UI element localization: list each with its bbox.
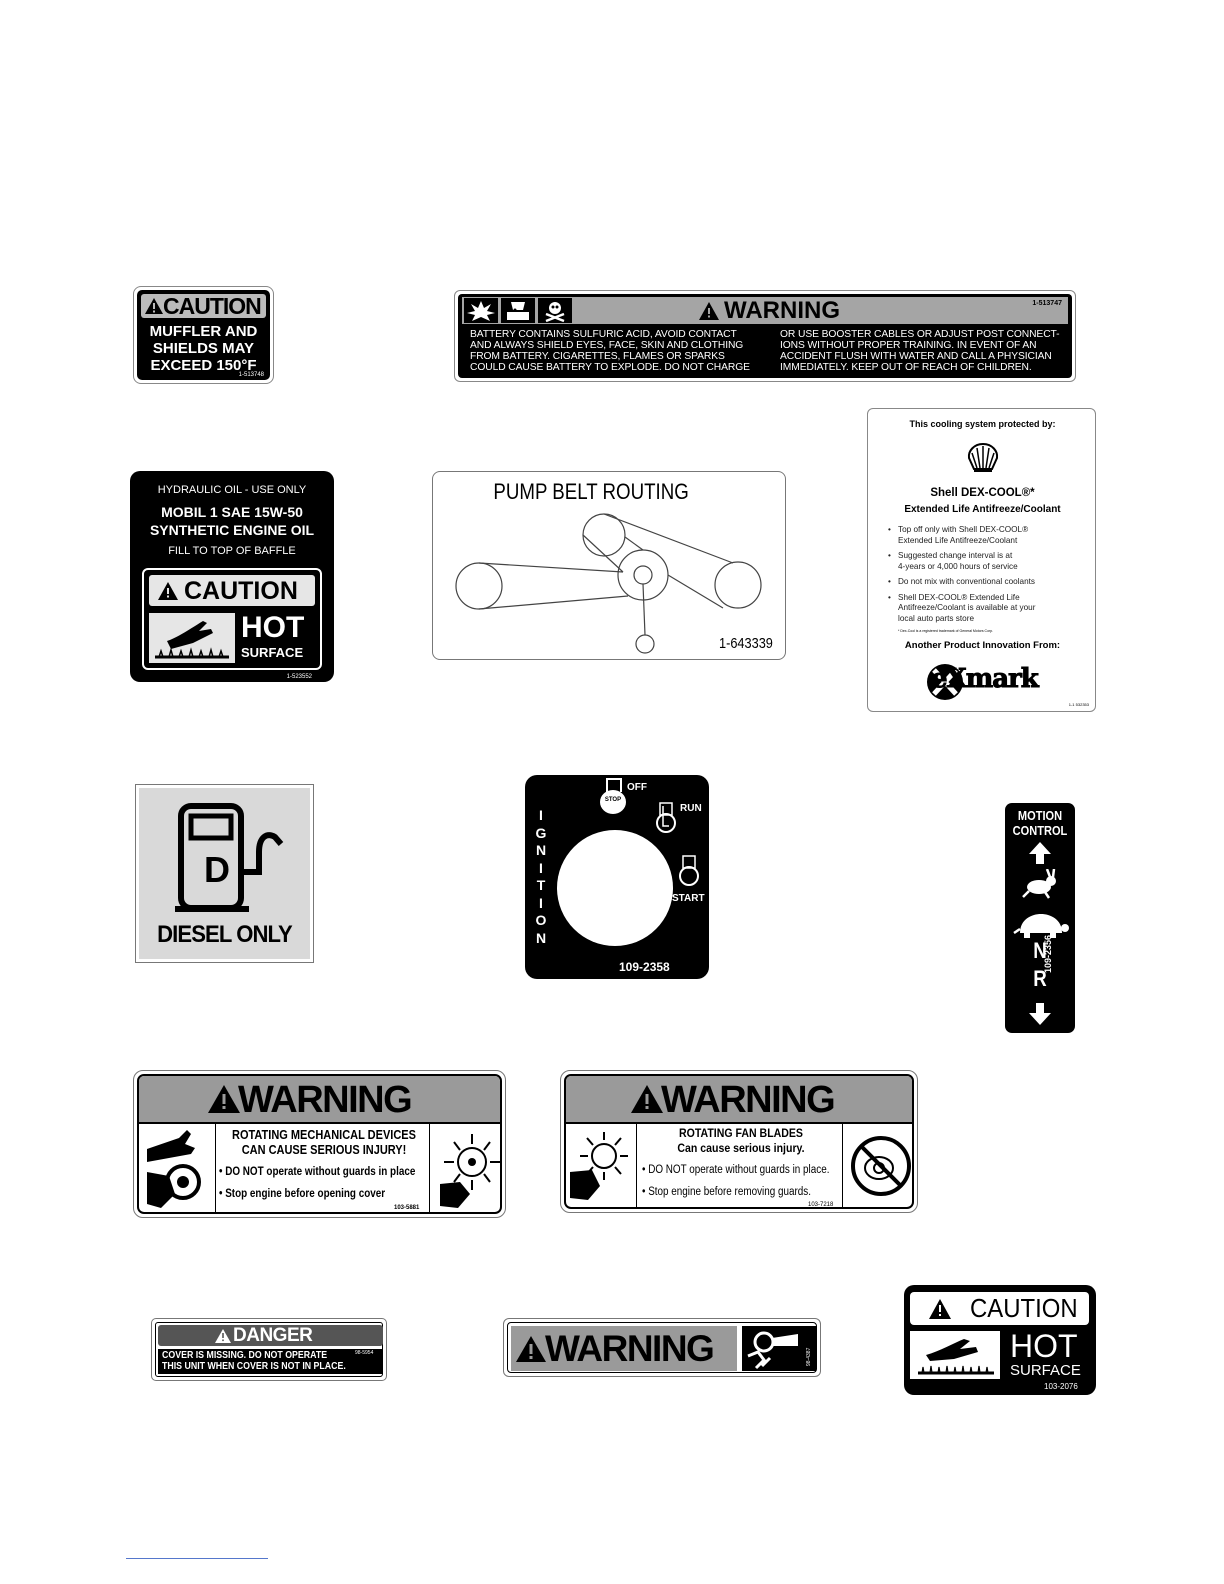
hot-hand-pictogram [910, 1331, 1000, 1379]
part-number: 98-5954 [355, 1350, 374, 1356]
skull-icon [538, 298, 572, 323]
arrow-down-icon [1028, 1002, 1052, 1026]
coolant-bullet: • Suggested change interval is at 4-years or 4,000 hours of service [888, 551, 1018, 571]
coolant-bullet: • Shell DEX-COOL® Extended Life Antifreeze/Coolant is available at your local auto parts store [888, 592, 1036, 623]
danger-label: DANGER [233, 1325, 313, 1346]
turtle-slow-icon [1012, 911, 1070, 939]
coolant-innovation: Another Product Innovation From: [904, 640, 1061, 651]
decal-hydraulic-oil [130, 471, 334, 682]
warning-mech-line: ROTATING MECHANICAL DEVICES [232, 1128, 416, 1142]
part-number: 1-513747 [1032, 300, 1062, 307]
battery-text-line: BATTERY CONTAINS SULFURIC ACID, AVOID CONTACT [470, 329, 737, 340]
fuel-pump-icon [175, 802, 285, 914]
hydraulic-fill-note: FILL TO TOP OF BAFFLE [168, 545, 296, 557]
hot-label: HOT [1010, 1328, 1078, 1364]
stop-text: STOP [604, 797, 622, 803]
warning-mech-line: CAN CAUSE SERIOUS INJURY! [241, 1143, 407, 1157]
run-engine-icon [655, 802, 677, 836]
motion-label: MOTION [1017, 808, 1063, 823]
exmark-logo [925, 662, 1045, 702]
warning-triangle-icon [207, 1084, 241, 1114]
ignition-vertical-label: I G N I T I O N [535, 807, 547, 946]
part-number: 103-5881 [394, 1205, 420, 1211]
prohibited-operation-icon [843, 1124, 914, 1209]
diesel-only-label: DIESEL ONLY [157, 921, 292, 948]
decal-battery-warning [454, 290, 1076, 382]
part-number: 103-2076 [1044, 1382, 1078, 1391]
part-number: 1-523552 [286, 674, 312, 680]
decal-caution-hot-surface [904, 1285, 1096, 1395]
part-number: 103-7218 [808, 1202, 834, 1208]
warning-banner [566, 1076, 912, 1124]
pictogram-rotating-blade [429, 1124, 502, 1214]
warning-label: WARNING [661, 1079, 835, 1121]
danger-text-box [158, 1349, 383, 1374]
decal-warning-fan-blades [560, 1070, 918, 1213]
caution-banner [141, 294, 266, 318]
warning-triangle-icon [630, 1084, 664, 1114]
battery-text-line: COULD CAUSE BATTERY TO EXPLODE. DO NOT CHARGE [470, 362, 750, 373]
warning-mech-bullet: • Stop engine before opening cover [219, 1188, 386, 1200]
warning-label: WARNING [545, 1328, 714, 1369]
arrow-up-icon [1028, 841, 1052, 865]
part-number: 109-2356 [1043, 934, 1053, 973]
caution-label: CAUTION [163, 293, 261, 319]
decal-diesel-only [135, 784, 314, 963]
decal-motion-control [1005, 803, 1075, 1033]
hydraulic-oil-name: MOBIL 1 SAE 15W-50 [161, 504, 303, 520]
decal-muffler-caution [133, 286, 274, 384]
pictogram-entanglement [742, 1326, 816, 1371]
stop-icon [600, 778, 628, 814]
pictogram-no-operate [842, 1124, 914, 1209]
hot-label: HOT [241, 611, 305, 644]
start-engine-icon [678, 855, 700, 889]
warning-banner [511, 1326, 737, 1371]
hot-hand-pictogram [149, 613, 235, 663]
warning-triangle-icon [157, 581, 179, 601]
belt-routing-diagram [433, 472, 787, 661]
fuel-letter: D [204, 849, 230, 890]
decal-warning-small [503, 1318, 821, 1377]
run-label: RUN [680, 803, 702, 814]
reverse-label: R [1033, 966, 1047, 991]
coolant-bullet: • Top off only with Shell DEX-COOL® Extended Life Antifreeze/Coolant [888, 525, 1029, 545]
hot-surface-hand-icon [910, 1331, 1000, 1379]
warning-triangle-icon [214, 1328, 232, 1344]
danger-line: COVER IS MISSING. DO NOT OPERATE [162, 1350, 328, 1361]
muffler-line: EXCEED 150°F [150, 357, 257, 374]
surface-label: SURFACE [241, 645, 304, 660]
battery-text-line: FROM BATTERY. CIGARETTES, FLAMES OR SPARKS [470, 351, 725, 362]
rabbit-fast-icon [1021, 869, 1059, 899]
caution-banner [149, 575, 315, 606]
coolant-subtitle: Extended Life Antifreeze/Coolant [904, 504, 1061, 515]
warning-mech-bullet: • DO NOT operate without guards in place [219, 1166, 416, 1178]
coolant-header: This cooling system protected by: [909, 419, 1056, 429]
muffler-line: SHIELDS MAY [152, 340, 255, 357]
part-number: 1-513748 [238, 372, 264, 378]
coolant-footnote: * Dex-Cool is a registered trademark of General Motors Corp. [898, 629, 994, 633]
muffler-line: MUFFLER AND [149, 323, 258, 340]
caution-label: CAUTION [184, 577, 298, 605]
surface-label: SURFACE [1010, 1362, 1081, 1379]
warning-fan-bullet: • Stop engine before removing guards. [642, 1186, 811, 1198]
hydraulic-oil-type: SYNTHETIC ENGINE OIL [149, 522, 315, 538]
danger-line: THIS UNIT WHEN COVER IS NOT IN PLACE. [162, 1361, 346, 1372]
acid-icon [501, 298, 535, 323]
decal-danger-cover [151, 1318, 387, 1381]
warning-triangle-icon [928, 1298, 952, 1320]
part-number: 1-1 532353 [1068, 702, 1089, 707]
battery-text-line: IMMEDIATELY. KEEP OUT OF REACH OF CHILDREN. [780, 362, 1032, 373]
fan-blade-hand-icon [566, 1124, 636, 1209]
shell-logo-icon [966, 442, 1000, 474]
pictogram-entanglement [139, 1124, 216, 1214]
rotating-blade-hand-icon [430, 1124, 502, 1214]
part-number: 109-2358 [619, 960, 670, 974]
caution-banner [910, 1292, 1089, 1325]
coolant-bullet: • Do not mix with conventional coolants [888, 577, 1035, 586]
exmark-logo-text: eXmark [931, 664, 1038, 694]
decal-coolant-info [867, 408, 1096, 712]
explosion-icon [464, 298, 498, 323]
hot-surface-hand-icon [149, 613, 235, 663]
battery-text-line: IONS WITHOUT PROPER TRAINING. IN EVENT OF AN [780, 340, 1037, 351]
decal-warning-mechanical [133, 1070, 506, 1218]
pump-belt-title: PUMP BELT ROUTING [493, 479, 689, 504]
battery-text-line: AND ALWAYS SHIELD EYES, FACE, SKIN AND CLOTHING [470, 340, 744, 351]
battery-text-line: OR USE BOOSTER CABLES OR ADJUST POST CONNECT- [780, 329, 1060, 340]
belt-entanglement-icon [742, 1326, 816, 1371]
neutral-label: N [1033, 938, 1047, 963]
part-number: 98-4387 [806, 1347, 812, 1366]
coolant-brand: Shell DEX-COOL®* [930, 487, 1035, 499]
ignition-key-hole [557, 830, 673, 946]
battery-text-line: ACCIDENT FLUSH WITH WATER AND CALL A PHYSICIAN [780, 351, 1052, 362]
hydraulic-line: HYDRAULIC OIL - USE ONLY [157, 484, 307, 496]
warning-triangle-icon [144, 297, 164, 315]
decal-pump-belt-routing [432, 471, 786, 660]
warning-banner [139, 1076, 500, 1124]
warning-banner [462, 297, 1068, 324]
decal-ignition [525, 775, 709, 979]
warning-fan-bullet: • DO NOT operate without guards in place. [642, 1164, 830, 1176]
control-label: CONTROL [1012, 823, 1068, 838]
start-label: START [672, 893, 705, 904]
warning-fan-line: Can cause serious injury. [677, 1141, 805, 1155]
footnote-rule [126, 1558, 268, 1559]
warning-label: WARNING [724, 297, 840, 324]
warning-label: WARNING [238, 1079, 412, 1121]
part-number: 1-643339 [719, 635, 773, 652]
pictogram-fan-blade [566, 1124, 637, 1209]
danger-banner [158, 1325, 383, 1346]
warning-triangle-icon [698, 301, 720, 321]
hand-entanglement-icon [139, 1124, 215, 1214]
off-label: OFF [627, 782, 647, 793]
warning-fan-line: ROTATING FAN BLADES [679, 1126, 803, 1140]
warning-triangle-icon [515, 1335, 547, 1363]
caution-label: CAUTION [970, 1293, 1078, 1323]
